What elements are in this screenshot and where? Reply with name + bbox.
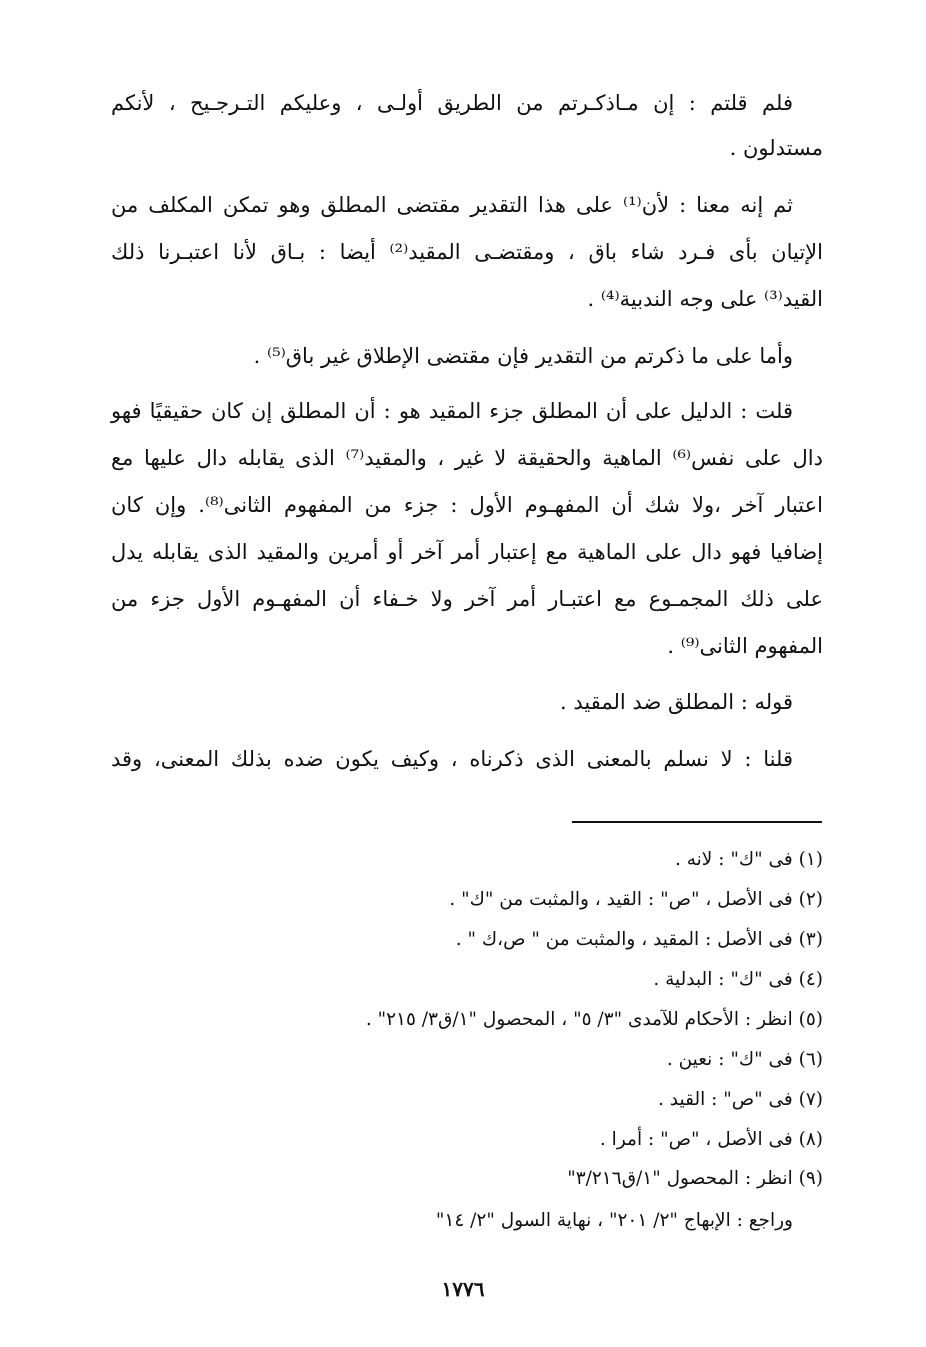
page-number: ١٧٧٦: [441, 1277, 485, 1301]
footnote-3: (٣) فى الأصل : المقيد ، والمثبت من " ص،ك " .: [455, 929, 823, 950]
body-line-11: على ذلك المجمـوع مع اعتبـار أمر آخر ولا خـفاء أن المفهـوم الأول جزء من: [111, 587, 823, 611]
body-line-5: القيد⁽³⁾ على وجه الندبية⁽⁴⁾ .: [587, 287, 823, 311]
footnote-9: (٩) انظر : المحصول "١/ق٣/٢١٦": [567, 1168, 823, 1189]
footnote-separator: [572, 821, 822, 823]
body-line-13: قوله : المطلق ضد المقيد .: [560, 690, 793, 714]
body-line-8: دال على نفس⁽⁶⁾ الماهية والحقيقة لا غير ، والمقيد⁽⁷⁾ الذى يقابله دال عليها مع: [111, 446, 823, 470]
footnote-6: (٦) فى "ك" : نعين .: [666, 1049, 823, 1070]
body-line-9: اعتبار آخر ،ولا شك أن المفهـوم الأول : جزء من المفهوم الثانى⁽⁸⁾. وإن كان: [111, 493, 823, 517]
footnote-8: (٨) فى الأصل ، "ص" : أمرا .: [599, 1129, 823, 1150]
footnote-1: (١) فى "ك" : لانه .: [674, 849, 823, 870]
body-line-2: مستدلون .: [729, 136, 823, 160]
body-line-14: قلنا : لا نسلم بالمعنى الذى ذكرناه ، وكيف يكون ضده بذلك المعنى، وقد: [111, 747, 793, 771]
footnote-7: (٧) فى "ص" : القيد .: [658, 1089, 823, 1110]
footnote-9-continuation: وراجع : الإبهاج "٢/ ٢٠١" ، نهاية السول "٢/ ١٤": [435, 1210, 793, 1231]
body-line-12: المفهوم الثانى⁽⁹⁾ .: [667, 634, 823, 658]
footnote-2: (٢) فى الأصل ، "ص" : القيد ، والمثبت من "ك" .: [449, 889, 823, 910]
footnote-5: (٥) انظر : الأحكام للآمدى "٣/ ٥" ، المحصول "١/ق٣/ ٢١٥" .: [365, 1009, 823, 1030]
body-line-1: فلم قلتم : إن مـاذكـرتم من الطريق أولـى ، وعليكم التـرجـيح ، لأنكم: [111, 91, 793, 115]
footnote-4: (٤) فى "ك" : البدلية .: [653, 969, 823, 990]
body-line-3: ثم إنه معنا : لأن⁽¹⁾ على هذا التقدير مقتضى المطلق وهو تمكن المكلف من: [111, 193, 793, 217]
body-line-4: الإتيان بأى فـرد شاء باق ، ومقتضـى المقيد⁽²⁾ أيضا : بـاق لأنا اعتبـرنا ذلك: [111, 240, 823, 264]
body-line-10: إضافيا فهو دال على الماهية مع إعتبار أمر آخر أو أمرين والمقيد الذى يقابله يدل: [111, 540, 823, 564]
body-line-7: قلت : الدليل على أن المطلق جزء المقيد هو : أن المطلق إن كان حقيقيًا فهو: [111, 399, 793, 423]
body-line-6: وأما على ما ذكرتم من التقدير فإن مقتضى الإطلاق غير باق⁽⁵⁾ .: [253, 344, 793, 368]
